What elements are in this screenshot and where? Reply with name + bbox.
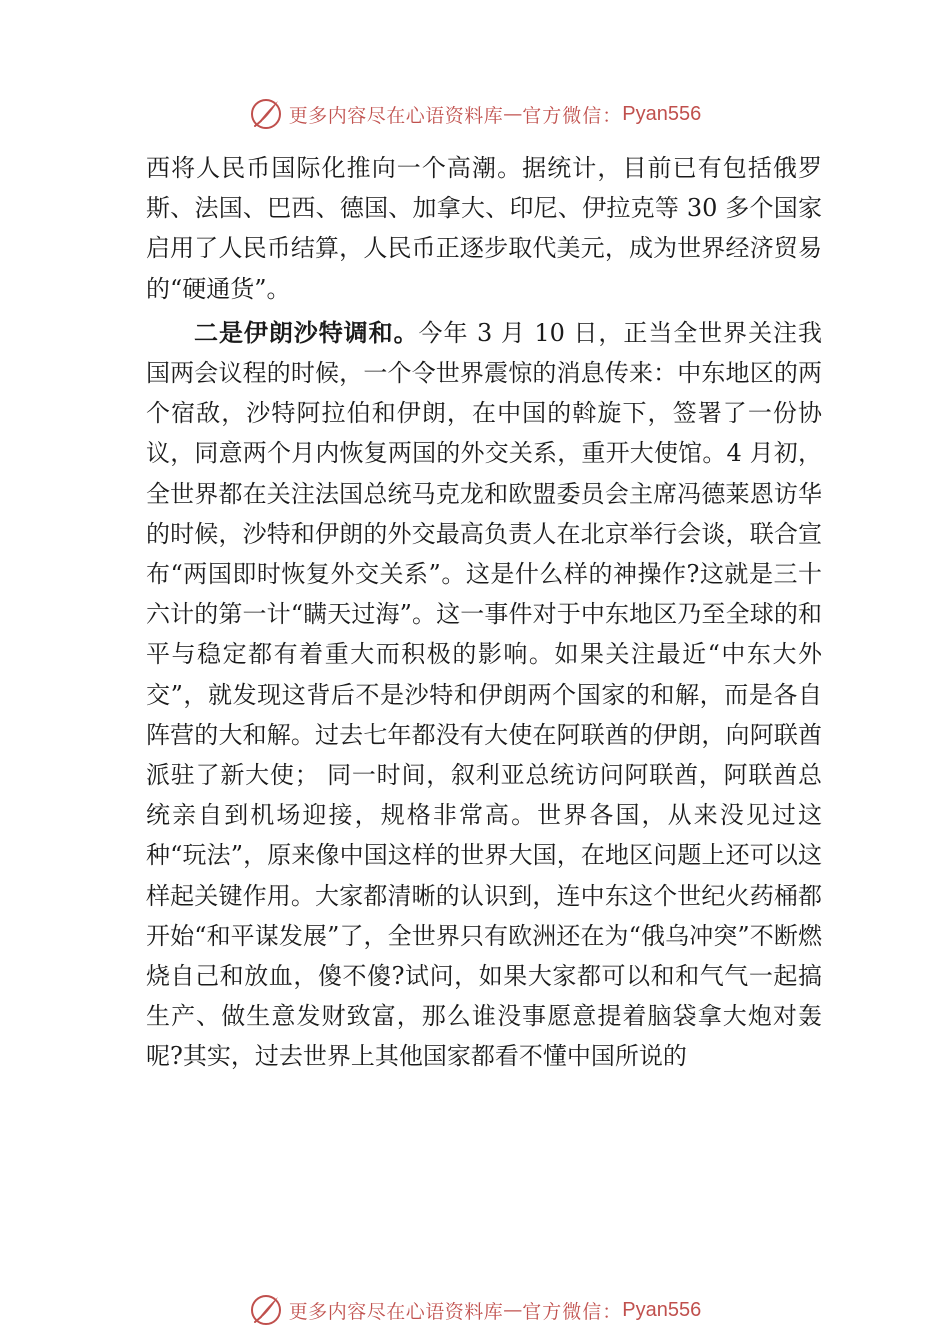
paragraph-2-text: 今年 3 月 10 日，正当全世界关注我国两会议程的时候，一个令世界震惊的消息传来：中东地区的两个宿敌，沙特阿拉伯和伊朗，在中国的斡旋下，签署了一份协议，同意两个月内恢复两国的外交关系，重开大使馆。4 月初，全世界都在关注法国总统马克龙和欧盟委员会主席冯德莱恩访华的时候，沙特和伊朗的外交最高负责人在北京举行会谈，联合宣布“两国即时恢复外交关系”。这是什么样的神操作?这就是三十六计的第一计“瞒天过海”。这一事件对于中东地区乃至全球的和平与稳定都有着重大而积极的影响。如果关注最近“中东大外交”，就发现这背后不是沙特和伊朗两个国家的和解，而是各自阵营的大和解。过去七年都没有大使在阿联酋的伊朗，向阿联酋派驻了新大使； 同一时间，叙利亚总统访问阿联酋，阿联酋总统亲自到机场迎接，规格非常高。世界各国，从来没见过这种“玩法”，原来像中国这样的世界大国，在地区问题上还可以这样起关键作用。大家都清晰的认识到，连中东这个世纪火药桶都开始“和平谋发展”了，全世界只有欧洲还在为“俄乌冲突”不断燃烧自己和放血，傻不傻?试问，如果大家都可以和和气气一起搞生产、做生意发财致富，那么谁没事愿意提着脑袋拿大炮对轰呢?其实，过去世界上其他国家都看不懂中国所说的 [146,318,823,1071]
footer-banner-separator: — [503,1299,523,1321]
header-banner-separator: — [503,103,523,125]
quill-logo-icon [249,97,283,131]
header-banner [0,92,950,136]
footer-banner-text: 更多内容尽在心语资料库 [288,1300,504,1323]
paragraph-2 [146,313,822,1077]
footer-wechat-id: Pyan556 [622,1298,702,1321]
footer-banner [0,1288,950,1332]
paragraph-1: 西将人民币国际化推向一个高潮。据统计，目前已有包括俄罗斯、法国、巴西、德国、加拿大、印尼、伊拉克等 30 多个国家启用了人民币结算，人民币正逐步取代美元，成为世界经济贸易的“硬通货”。 [146,154,822,303]
header-banner-text: 更多内容尽在心语资料库 [288,104,504,127]
header-wechat-id: Pyan556 [622,102,702,125]
paragraph-2-lead: 二是伊朗沙特调和。 [194,317,419,347]
footer-wechat-label: 官方微信： [522,1300,623,1323]
document-body [146,148,822,1077]
header-wechat-label: 官方微信： [522,104,623,127]
quill-logo-icon [249,1293,283,1327]
